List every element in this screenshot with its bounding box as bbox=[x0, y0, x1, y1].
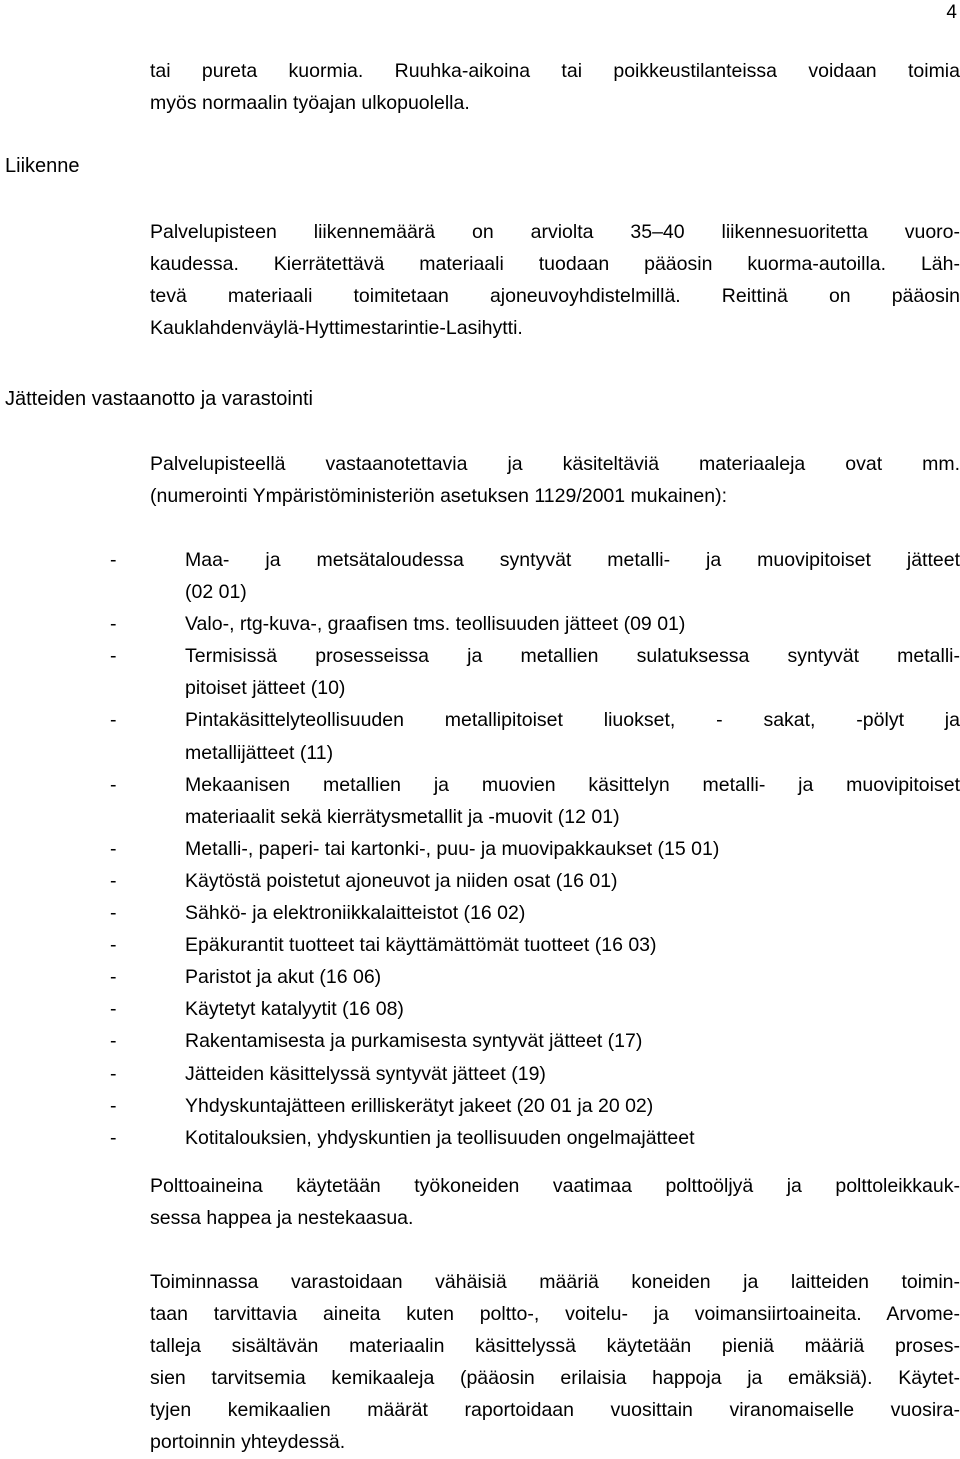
list-item-text bbox=[185, 1122, 960, 1154]
list-item-text bbox=[185, 1058, 960, 1090]
liikenne-heading: Liikenne bbox=[5, 155, 80, 177]
storage-line: portoinnin yhteydessä. bbox=[150, 1431, 346, 1454]
list-dash: - bbox=[110, 1126, 117, 1149]
storage-line: tyjen kemikaalien määrät raportoidaan vuosittain viranomaiselle vuosira- bbox=[150, 1399, 960, 1422]
list-dash: - bbox=[110, 998, 117, 1021]
list-item-line: Paristot ja akut (16 06) bbox=[185, 966, 382, 989]
list-item bbox=[0, 1090, 960, 1122]
list-item bbox=[0, 833, 960, 865]
list-item-line: Termisissä prosesseissa ja metallien sulatuksessa syntyvät metalli- bbox=[185, 645, 960, 668]
list-item bbox=[0, 704, 960, 768]
list-item bbox=[0, 961, 960, 993]
jatteet-intro-line: (numerointi Ympäristöministeriön asetuksen 1129/2001 mukainen): bbox=[150, 485, 728, 508]
list-item-text bbox=[185, 897, 960, 929]
list-item-line: Käytöstä poistetut ajoneuvot ja niiden osat (16 01) bbox=[185, 869, 618, 892]
list-item bbox=[0, 608, 960, 640]
page-number: 4 bbox=[946, 2, 957, 23]
list-item-text bbox=[185, 640, 960, 704]
list-item-text bbox=[185, 929, 960, 961]
list-dash: - bbox=[110, 773, 117, 796]
list-dash: - bbox=[110, 1030, 117, 1053]
storage-line: Toiminnassa varastoidaan vähäisiä määriä koneiden ja laitteiden toimin- bbox=[150, 1271, 960, 1293]
list-item-line: pitoiset jätteet (10) bbox=[185, 677, 346, 700]
list-item bbox=[0, 1058, 960, 1090]
jatteet-heading: Jätteiden vastaanotto ja varastointi bbox=[5, 388, 313, 410]
intro-paragraph bbox=[150, 55, 960, 119]
list-dash: - bbox=[110, 1062, 117, 1085]
list-dash: - bbox=[110, 966, 117, 989]
list-item-line: Mekaanisen metallien ja muovien käsittelyn metalli- ja muovipitoiset bbox=[185, 773, 960, 796]
jatteet-intro-line: Palvelupisteellä vastaanotettavia ja käsiteltäviä materiaaleja ovat mm. bbox=[150, 453, 960, 475]
list-item-line: materiaalit sekä kierrätysmetallit ja -muovit (12 01) bbox=[185, 805, 620, 828]
list-item-text bbox=[185, 544, 960, 608]
list-item-line: Sähkö- ja elektroniikkalaitteistot (16 02) bbox=[185, 902, 526, 925]
intro-line: myös normaalin työajan ulkopuolella. bbox=[150, 92, 470, 115]
list-item-line: Kotitalouksien, yhdyskuntien ja teollisuuden ongelmajätteet bbox=[185, 1126, 695, 1149]
waste-types-list bbox=[0, 544, 960, 1154]
list-item bbox=[0, 897, 960, 929]
list-dash: - bbox=[110, 869, 117, 892]
list-item-line: Epäkurantit tuotteet tai käyttämättömät tuotteet (16 03) bbox=[185, 934, 657, 957]
fuel-line: sessa happea ja nestekaasua. bbox=[150, 1207, 414, 1230]
liikenne-paragraph bbox=[150, 216, 960, 344]
list-item-text bbox=[185, 704, 960, 768]
list-item-line: Jätteiden käsittelyssä syntyvät jätteet (19) bbox=[185, 1062, 546, 1085]
list-item-line: Maa- ja metsätaloudessa syntyvät metalli- ja muovipitoiset jätteet bbox=[185, 549, 960, 571]
liikenne-line: tevä materiaali toimitetaan ajoneuvoyhdistelmillä. Reittinä on pääosin bbox=[150, 285, 960, 308]
list-item bbox=[0, 1122, 960, 1154]
intro-line: tai pureta kuormia. Ruuhka-aikoina tai poikkeustilanteissa voidaan toimia bbox=[150, 60, 960, 82]
list-item-line: Metalli-, paperi- tai kartonki-, puu- ja muovipakkaukset (15 01) bbox=[185, 837, 720, 860]
list-item-line: Rakentamisesta ja purkamisesta syntyvät jätteet (17) bbox=[185, 1030, 643, 1053]
storage-line: taan tarvittavia aineita kuten poltto-, voitelu- ja voimansiirtoaineita. Arvome- bbox=[150, 1303, 960, 1326]
list-dash: - bbox=[110, 837, 117, 860]
list-item-text bbox=[185, 769, 960, 833]
liikenne-line: Palvelupisteen liikennemäärä on arviolta 35–40 liikennesuoritetta vuoro- bbox=[150, 221, 960, 243]
list-dash: - bbox=[110, 613, 117, 636]
list-dash: - bbox=[110, 549, 117, 571]
list-item-text bbox=[185, 993, 960, 1025]
list-dash: - bbox=[110, 1094, 117, 1117]
list-item-text bbox=[185, 865, 960, 897]
list-item-line: (02 01) bbox=[185, 581, 247, 604]
list-item bbox=[0, 769, 960, 833]
list-dash: - bbox=[110, 902, 117, 925]
list-item bbox=[0, 1025, 960, 1057]
list-item-line: Valo-, rtg-kuva-, graafisen tms. teollisuuden jätteet (09 01) bbox=[185, 613, 686, 636]
storage-paragraph bbox=[150, 1266, 960, 1459]
list-item-text bbox=[185, 1025, 960, 1057]
list-item-text bbox=[185, 833, 960, 865]
storage-line: sien tarvitsemia kemikaaleja (pääosin erilaisia happoja ja emäksiä). Käytet- bbox=[150, 1367, 960, 1390]
list-item-line: metallijätteet (11) bbox=[185, 741, 334, 764]
list-item-line: Yhdyskuntajätteen erilliskerätyt jakeet (20 01 ja 20 02) bbox=[185, 1094, 654, 1117]
list-item-line: Pintakäsittelyteollisuuden metallipitoiset liuokset, - sakat, -pölyt ja bbox=[185, 709, 960, 732]
list-item-text bbox=[185, 961, 960, 993]
jatteet-intro-paragraph bbox=[150, 448, 960, 512]
list-dash: - bbox=[110, 934, 117, 957]
liikenne-line: Kauklahdenväylä-Hyttimestarintie-Lasihytti. bbox=[150, 317, 523, 340]
list-dash: - bbox=[110, 645, 117, 668]
list-item-line: Käytetyt katalyytit (16 08) bbox=[185, 998, 404, 1021]
list-item bbox=[0, 544, 960, 608]
storage-line: talleja sisältävän materiaalin käsittelyssä käytetään pieniä määriä proses- bbox=[150, 1335, 960, 1358]
fuel-line: Polttoaineina käytetään työkoneiden vaatimaa polttoöljyä ja polttoleikkauk- bbox=[150, 1175, 960, 1197]
liikenne-line: kaudessa. Kierrätettävä materiaali tuodaan pääosin kuorma-autoilla. Läh- bbox=[150, 253, 960, 276]
list-item bbox=[0, 640, 960, 704]
list-item bbox=[0, 993, 960, 1025]
list-item-text bbox=[185, 608, 960, 640]
fuel-paragraph bbox=[150, 1170, 960, 1234]
list-item bbox=[0, 865, 960, 897]
list-item bbox=[0, 929, 960, 961]
list-item-text bbox=[185, 1090, 960, 1122]
list-dash: - bbox=[110, 709, 117, 732]
